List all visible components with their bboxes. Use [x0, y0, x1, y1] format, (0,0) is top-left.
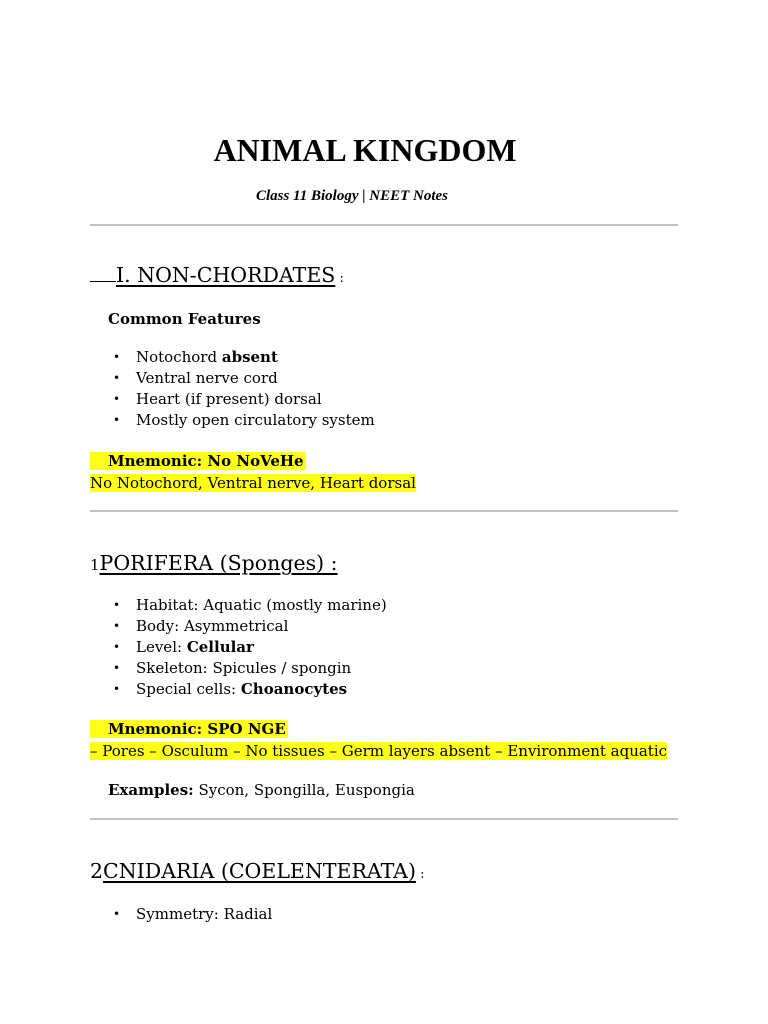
list-item: • Level: Cellular	[108, 637, 387, 658]
bullet-list-non-chordates	[108, 347, 375, 431]
divider	[90, 224, 678, 226]
list-item: • Mostly open circulatory system	[108, 410, 375, 431]
list-item: • Ventral nerve cord	[108, 368, 375, 389]
mnemonic-title: Mnemonic: SPO NGE	[90, 720, 288, 738]
heading-underline-lead	[90, 265, 116, 282]
examples-porifera: Examples: Sycon, Spongilla, Euspongia	[108, 781, 415, 799]
bullet-list-porifera	[108, 595, 387, 700]
divider	[90, 510, 678, 512]
page-subtitle: Class 11 Biology | NEET Notes	[255, 188, 449, 204]
section-heading-cnidaria: 2CNIDARIA (COELENTERATA) :	[90, 859, 425, 883]
list-item: • Special cells: Choanocytes	[108, 679, 387, 700]
list-item: • Symmetry: Radial	[108, 904, 272, 925]
mnemonic-line: – Pores – Osculum – No tissues – Germ layers absent – Environment aquatic	[90, 742, 668, 760]
bullet-list-cnidaria	[108, 904, 272, 925]
list-item: • Skeleton: Spicules / spongin	[108, 658, 387, 679]
mnemonic-block-porifera	[90, 719, 667, 761]
section-heading-porifera: 1PORIFERA (Sponges) :	[90, 551, 338, 575]
page-title: ANIMAL KINGDOM	[213, 132, 517, 168]
list-item: • Heart (if present) dorsal	[108, 389, 375, 410]
mnemonic-title: Mnemonic: No NoVeHe	[90, 452, 306, 470]
mnemonic-line: No Notochord, Ventral nerve, Heart dorsal	[90, 474, 416, 492]
divider	[90, 818, 678, 820]
list-item: • Notochord absent	[108, 347, 375, 368]
list-item: • Body: Asymmetrical	[108, 616, 387, 637]
list-item: • Habitat: Aquatic (mostly marine)	[108, 595, 387, 616]
mnemonic-block-non-chordates	[90, 451, 416, 493]
section-heading-non-chordates: I. NON-CHORDATES :	[90, 262, 344, 292]
subheading-common-features: Common Features	[108, 310, 261, 328]
